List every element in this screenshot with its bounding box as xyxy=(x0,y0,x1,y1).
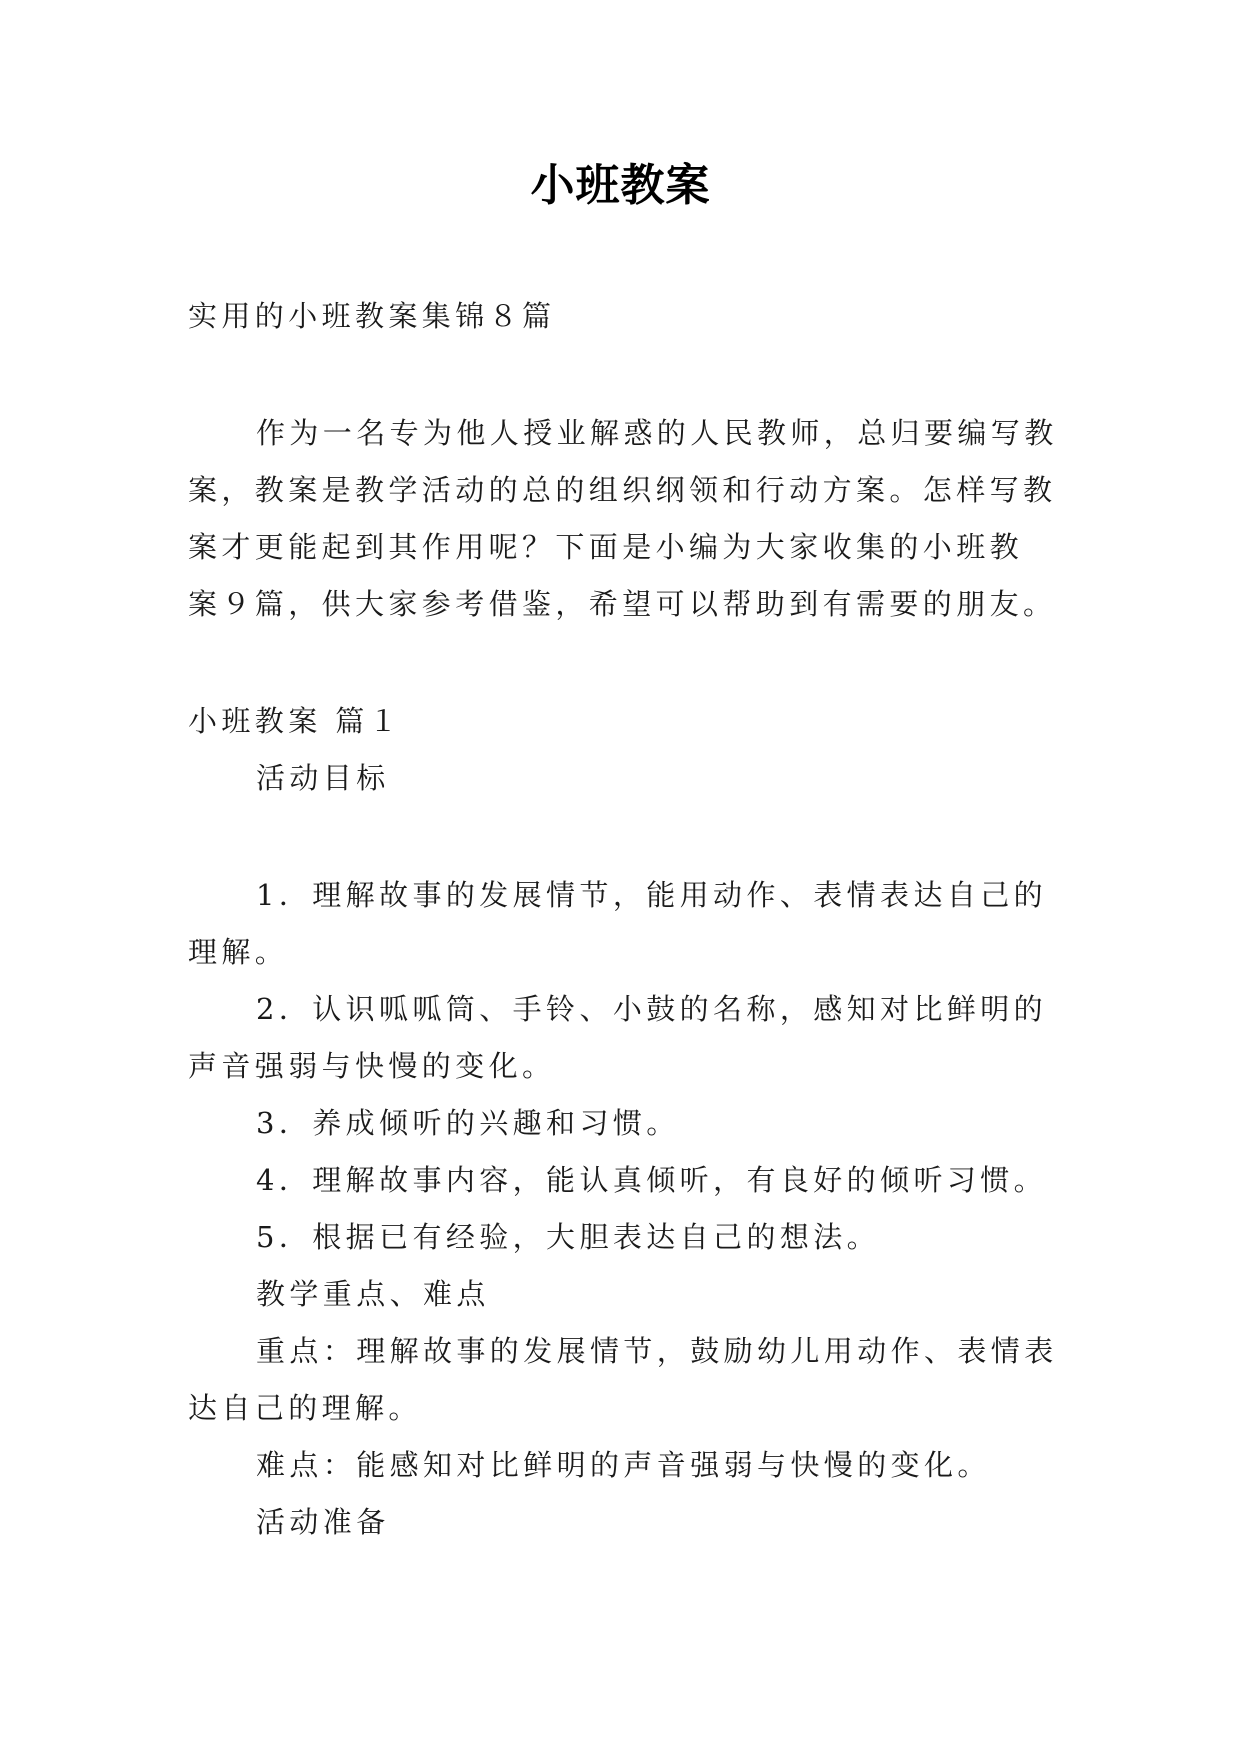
body-line: 4．理解故事内容，能认真倾听，有良好的倾听习惯。 xyxy=(256,1163,1048,1197)
subtitle: 实用的小班教案集锦８篇 xyxy=(188,299,556,333)
body-line: 重点：理解故事的发展情节，鼓励幼儿用动作、表情表 xyxy=(256,1334,1058,1368)
body-line: 活动目标 xyxy=(256,761,390,795)
page-title: 小班教案 xyxy=(530,160,711,211)
body-line: 教学重点、难点 xyxy=(256,1277,490,1311)
section-heading: 小班教案 篇１ xyxy=(188,704,403,738)
intro-line: 作为一名专为他人授业解惑的人民教师，总归要编写教 xyxy=(256,416,1058,450)
body-line: 1．理解故事的发展情节，能用动作、表情表达自己的 xyxy=(256,878,1048,912)
intro-line: 案９篇，供大家参考借鉴，希望可以帮助到有需要的朋友。 xyxy=(188,587,1057,621)
intro-line: 案，教案是教学活动的总的组织纲领和行动方案。怎样写教 xyxy=(188,473,1057,507)
body-line: 3．养成倾听的兴趣和习惯。 xyxy=(256,1106,680,1140)
body-line: 声音强弱与快慢的变化。 xyxy=(188,1049,556,1083)
intro-line: 案才更能起到其作用呢？下面是小编为大家收集的小班教 xyxy=(188,530,1024,564)
body-line: 5．根据已有经验，大胆表达自己的想法。 xyxy=(256,1220,881,1254)
body-line: 难点：能感知对比鲜明的声音强弱与快慢的变化。 xyxy=(256,1448,991,1482)
body-line: 活动准备 xyxy=(256,1505,390,1539)
body-line: 2．认识呱呱筒、手铃、小鼓的名称，感知对比鲜明的 xyxy=(256,992,1048,1026)
body-line: 达自己的理解。 xyxy=(188,1391,422,1425)
body-line: 理解。 xyxy=(188,935,289,969)
